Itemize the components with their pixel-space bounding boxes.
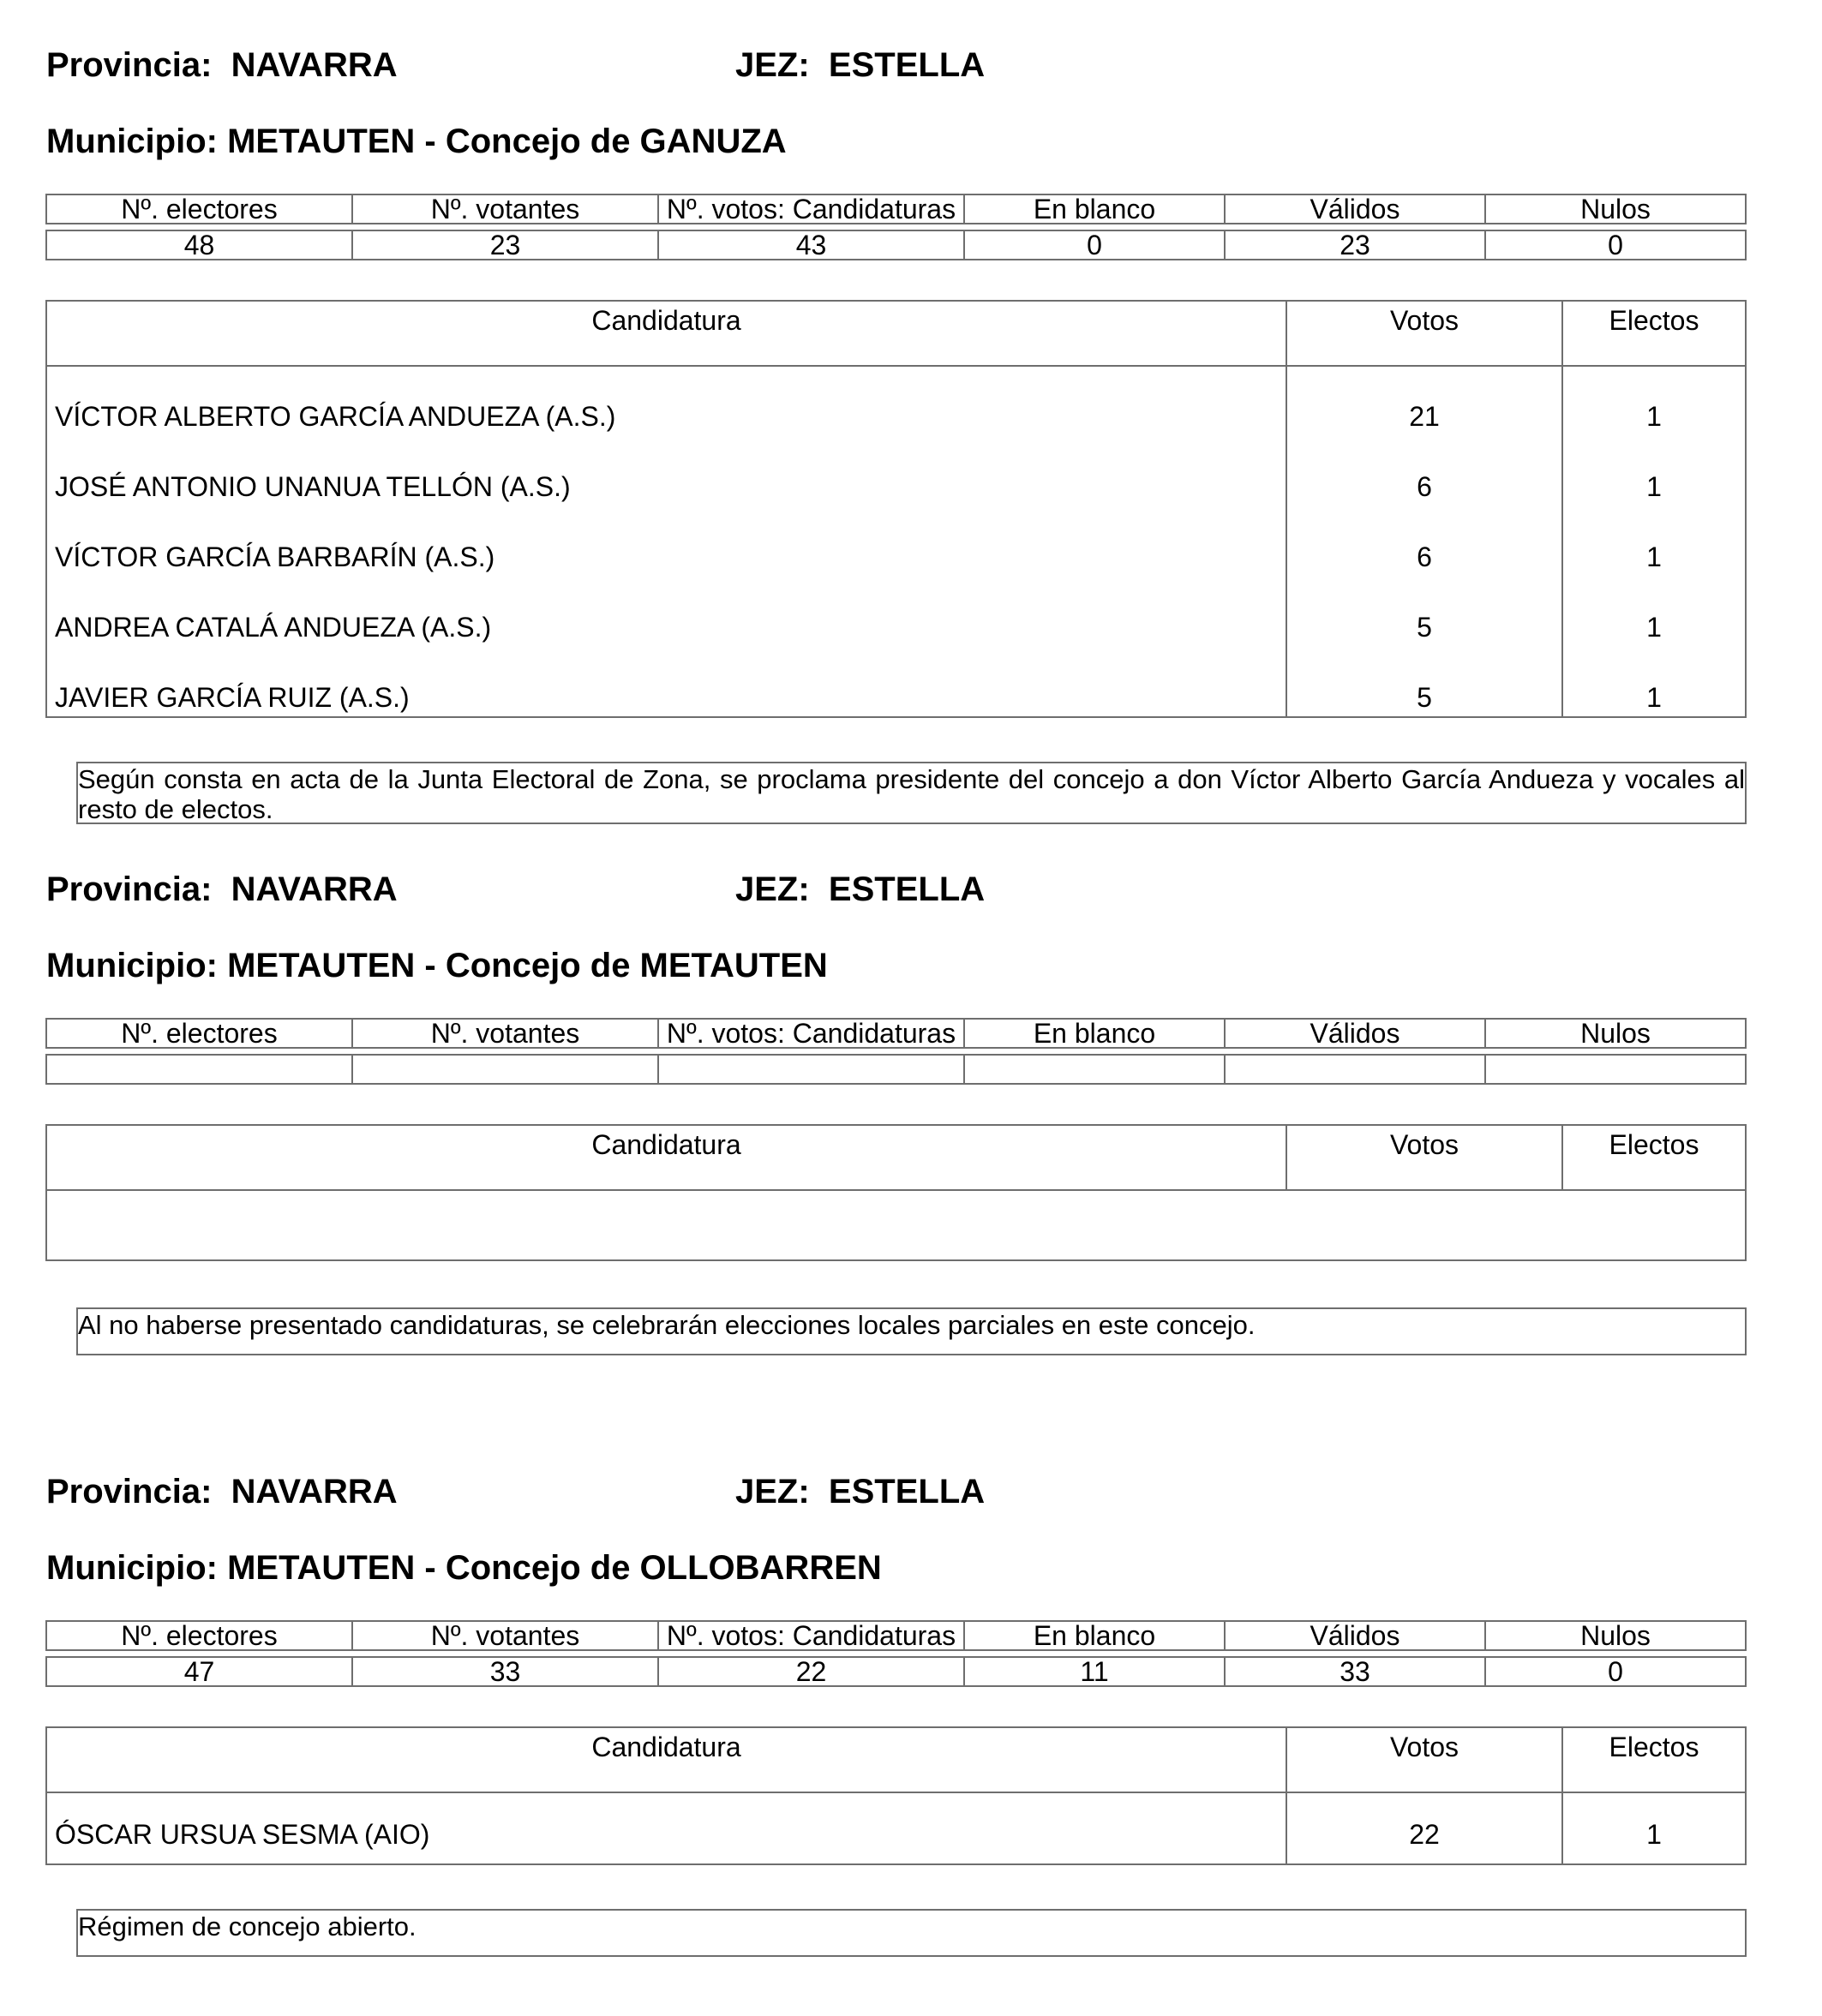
summary-header-row bbox=[45, 1018, 1747, 1049]
candidate-name: JOSÉ ANTONIO UNANUA TELLÓN (A.S.) bbox=[55, 471, 571, 502]
summary-value-votantes: 33 bbox=[353, 1658, 659, 1685]
candidate-electos: 1 bbox=[1646, 471, 1662, 502]
candidate-votos: 5 bbox=[1417, 682, 1432, 713]
table-row bbox=[1287, 586, 1561, 656]
proclamation-note: Según consta en acta de la Junta Electoral de Zona, se proclama presidente del concejo a don Víctor Alberto García Andueza y vocales al resto de electos. bbox=[76, 762, 1747, 824]
table-row bbox=[47, 446, 1286, 516]
candidates-body bbox=[47, 1793, 1745, 1863]
candidates-body-empty bbox=[47, 1191, 1745, 1259]
summary-value-en-blanco: 0 bbox=[965, 231, 1226, 259]
candidates-table bbox=[45, 300, 1747, 718]
candidates-votos-column bbox=[1287, 367, 1563, 716]
candidates-header-row bbox=[47, 302, 1745, 367]
candidates-header-votos: Votos bbox=[1287, 302, 1563, 365]
candidates-header-row bbox=[47, 1126, 1745, 1191]
candidate-electos: 1 bbox=[1646, 401, 1662, 432]
summary-value-validos: 33 bbox=[1226, 1658, 1486, 1685]
summary-header-en-blanco: En blanco bbox=[965, 1020, 1226, 1047]
summary-value-votantes: 23 bbox=[353, 231, 659, 259]
summary-value-validos bbox=[1226, 1056, 1486, 1083]
candidate-name: ÓSCAR URSUA SESMA (AIO) bbox=[55, 1819, 430, 1850]
jez-label: JEZ: ESTELLA bbox=[735, 1473, 986, 1511]
summary-header-nulos: Nulos bbox=[1580, 1622, 1651, 1649]
candidates-votos-column bbox=[1287, 1793, 1563, 1863]
provincia-label: Provincia: NAVARRA bbox=[46, 46, 398, 84]
table-row bbox=[1287, 367, 1561, 446]
summary-header-votos-candidaturas: Nº. votos: Candidaturas bbox=[659, 1020, 965, 1047]
summary-value-nulos: 0 bbox=[1608, 1658, 1623, 1685]
table-row bbox=[1287, 446, 1561, 516]
table-row bbox=[1563, 446, 1745, 516]
table-row bbox=[1563, 516, 1745, 586]
summary-header-row bbox=[45, 1620, 1747, 1651]
candidates-header-electos: Electos bbox=[1609, 1129, 1699, 1160]
candidate-votos: 5 bbox=[1417, 612, 1432, 643]
candidate-electos: 1 bbox=[1646, 682, 1662, 713]
summary-header-votos-candidaturas: Nº. votos: Candidaturas bbox=[659, 1622, 965, 1649]
summary-value-votos-candidaturas bbox=[659, 1056, 965, 1083]
summary-value-validos: 23 bbox=[1226, 231, 1486, 259]
proclamation-note: Régimen de concejo abierto. bbox=[76, 1909, 1747, 1957]
municipio-label: Municipio: METAUTEN - Concejo de OLLOBARREN bbox=[46, 1549, 882, 1587]
proclamation-note: Al no haberse presentado candidaturas, se celebrarán elecciones locales parciales en este concejo. bbox=[76, 1307, 1747, 1355]
municipio-label: Municipio: METAUTEN - Concejo de METAUTEN bbox=[46, 947, 828, 984]
candidates-header-candidatura: Candidatura bbox=[47, 1126, 1287, 1189]
candidates-table bbox=[45, 1726, 1747, 1865]
table-row bbox=[1563, 1793, 1745, 1863]
summary-value-row bbox=[45, 1054, 1747, 1085]
candidate-votos: 6 bbox=[1417, 541, 1432, 572]
table-row bbox=[1287, 1793, 1561, 1863]
provincia-label: Provincia: NAVARRA bbox=[46, 1473, 398, 1511]
candidates-name-column bbox=[47, 367, 1287, 716]
table-row bbox=[1563, 586, 1745, 656]
candidates-electos-column bbox=[1563, 1793, 1745, 1863]
summary-header-validos: Válidos bbox=[1226, 195, 1486, 223]
jez-label: JEZ: ESTELLA bbox=[735, 46, 986, 84]
summary-value-nulos: 0 bbox=[1608, 231, 1623, 259]
summary-value-electores: 47 bbox=[47, 1658, 353, 1685]
candidates-body bbox=[47, 367, 1745, 716]
candidates-header-candidatura: Candidatura bbox=[47, 302, 1287, 365]
summary-value-en-blanco bbox=[965, 1056, 1226, 1083]
table-row bbox=[1563, 367, 1745, 446]
summary-header-votos-candidaturas: Nº. votos: Candidaturas bbox=[659, 195, 965, 223]
summary-value-votos-candidaturas: 43 bbox=[659, 231, 965, 259]
summary-header-votantes: Nº. votantes bbox=[353, 195, 659, 223]
table-row bbox=[47, 656, 1286, 727]
summary-value-votos-candidaturas: 22 bbox=[659, 1658, 965, 1685]
candidate-electos: 1 bbox=[1646, 541, 1662, 572]
summary-header-electores: Nº. electores bbox=[47, 1622, 353, 1649]
table-row bbox=[1287, 656, 1561, 727]
candidate-name: JAVIER GARCÍA RUIZ (A.S.) bbox=[55, 682, 410, 713]
candidates-header-votos: Votos bbox=[1287, 1728, 1563, 1792]
table-row bbox=[47, 586, 1286, 656]
summary-value-electores: 48 bbox=[47, 231, 353, 259]
candidate-votos: 22 bbox=[1409, 1819, 1440, 1850]
summary-value-nulos bbox=[1486, 1056, 1745, 1083]
summary-value-en-blanco: 11 bbox=[965, 1658, 1226, 1685]
table-row bbox=[1563, 656, 1745, 727]
table-row bbox=[1287, 516, 1561, 586]
candidates-header-electos: Electos bbox=[1609, 1732, 1699, 1762]
candidates-header-electos: Electos bbox=[1609, 305, 1699, 336]
candidate-name: VÍCTOR ALBERTO GARCÍA ANDUEZA (A.S.) bbox=[55, 401, 616, 432]
provincia-label: Provincia: NAVARRA bbox=[46, 870, 398, 908]
candidates-header-row bbox=[47, 1728, 1745, 1793]
summary-header-votantes: Nº. votantes bbox=[353, 1622, 659, 1649]
candidate-name: VÍCTOR GARCÍA BARBARÍN (A.S.) bbox=[55, 541, 495, 572]
summary-header-electores: Nº. electores bbox=[47, 195, 353, 223]
candidate-votos: 21 bbox=[1409, 401, 1440, 432]
candidates-table bbox=[45, 1124, 1747, 1261]
summary-header-en-blanco: En blanco bbox=[965, 195, 1226, 223]
summary-value-electores bbox=[47, 1056, 353, 1083]
candidate-electos: 1 bbox=[1646, 1819, 1662, 1850]
candidate-electos: 1 bbox=[1646, 612, 1662, 643]
table-row bbox=[47, 367, 1286, 446]
summary-header-votantes: Nº. votantes bbox=[353, 1020, 659, 1047]
summary-header-nulos: Nulos bbox=[1580, 195, 1651, 223]
candidates-electos-column bbox=[1563, 367, 1745, 716]
table-row bbox=[47, 516, 1286, 586]
table-row bbox=[47, 1793, 1286, 1863]
candidate-votos: 6 bbox=[1417, 471, 1432, 502]
candidate-name: ANDREA CATALÁ ANDUEZA (A.S.) bbox=[55, 612, 492, 643]
summary-value-row bbox=[45, 1656, 1747, 1687]
candidates-header-candidatura: Candidatura bbox=[47, 1728, 1287, 1792]
summary-header-electores: Nº. electores bbox=[47, 1020, 353, 1047]
summary-header-validos: Válidos bbox=[1226, 1020, 1486, 1047]
summary-header-row bbox=[45, 194, 1747, 224]
summary-value-votantes bbox=[353, 1056, 659, 1083]
municipio-label: Municipio: METAUTEN - Concejo de GANUZA bbox=[46, 123, 787, 160]
candidates-header-votos: Votos bbox=[1287, 1126, 1563, 1189]
summary-header-validos: Válidos bbox=[1226, 1622, 1486, 1649]
jez-label: JEZ: ESTELLA bbox=[735, 870, 986, 908]
summary-value-row bbox=[45, 230, 1747, 260]
candidates-name-column bbox=[47, 1793, 1287, 1863]
summary-header-nulos: Nulos bbox=[1580, 1020, 1651, 1047]
summary-header-en-blanco: En blanco bbox=[965, 1622, 1226, 1649]
